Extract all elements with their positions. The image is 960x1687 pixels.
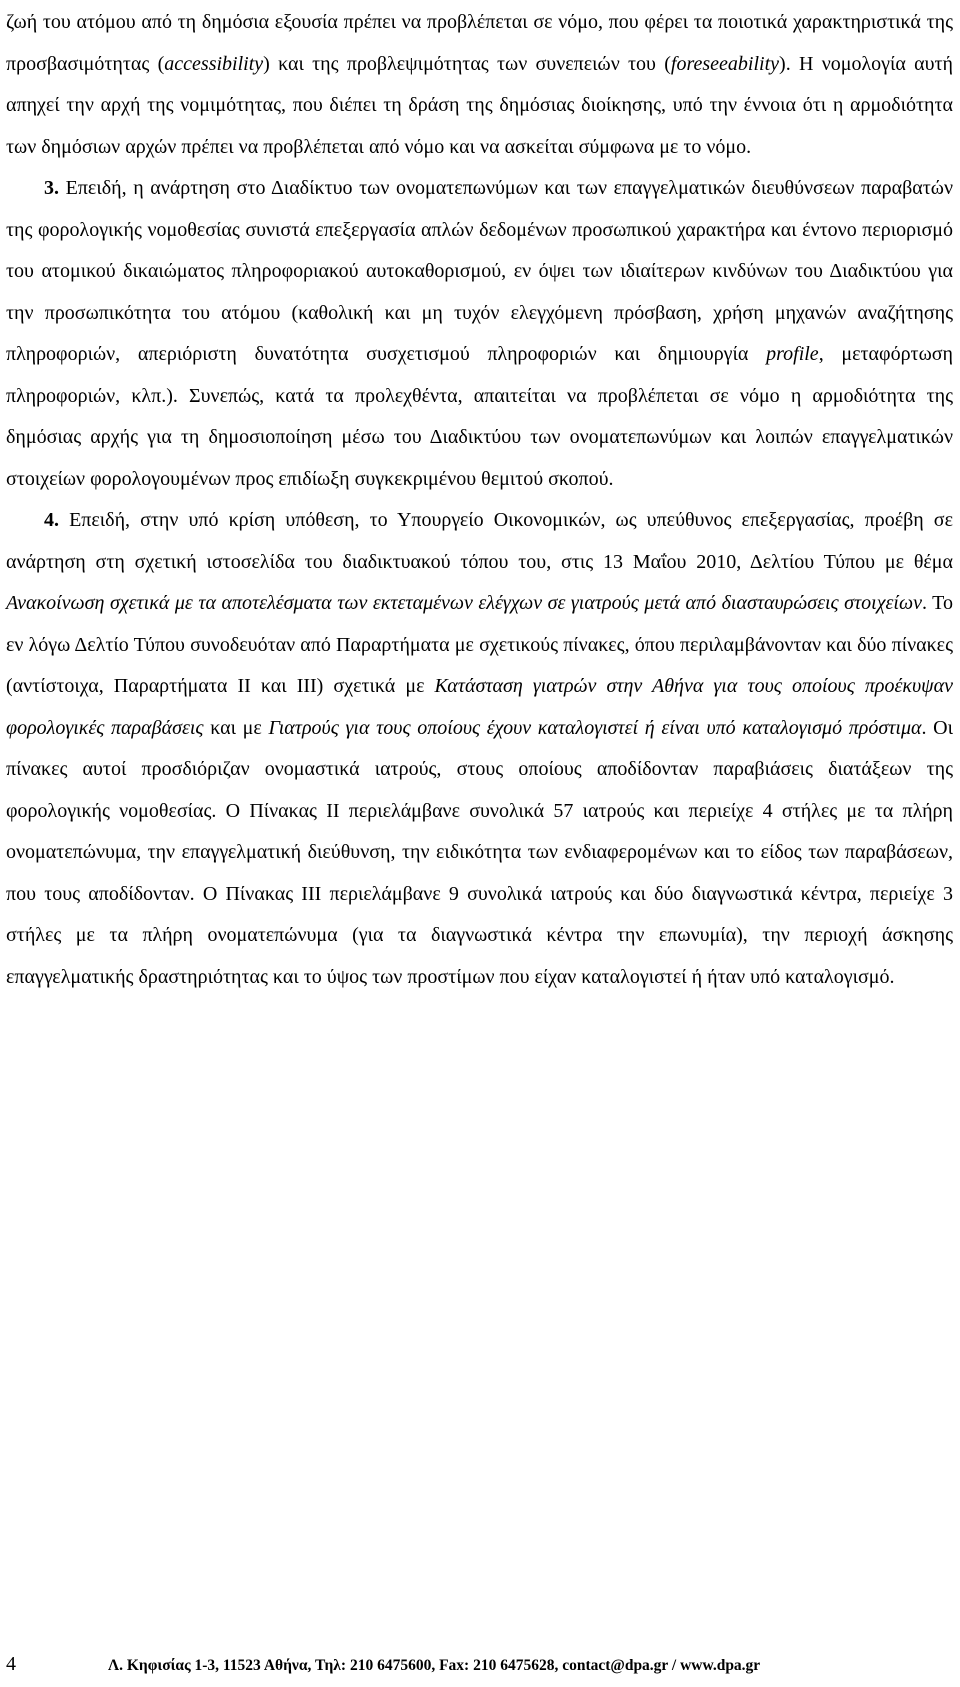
paragraph-continuation (6, 2, 953, 168)
text-run: . Οι πίνακες αυτοί προσδιόριζαν ονομαστικά ιατρούς, στους οποίους αποδίδονταν παραβιάσεις διατάξεων της φορολογικής νομοθεσίας. Ο Πίνακας ΙΙ περιελάμβανε συνολικά 57 ιατρούς και περιείχε 4 στήλες με τα πλήρη ονοματεπώνυμα, την επαγγελματική διεύθυνση, την ειδικότητα των ενδιαφερομένων και το είδος των παραβάσεων, που τους αποδίδονταν. Ο Πίνακας ΙΙΙ περιελάμβανε 9 συνολικά ιατρούς και δύο διαγνωστικά κέντρα, περιείχε 3 στήλες με τα πλήρη ονοματεπώνυμα (για τα διαγνωστικά κέντρα την επωνυμία), την περιοχή άσκησης επαγγελματικής δραστηριότητας και το ύψος των προστίμων που είχαν καταλογιστεί ή ήταν υπό καταλογισμό. (6, 716, 953, 988)
italic-term: profile (766, 343, 819, 365)
text-run: , μεταφόρτωση πληροφοριών, κλπ.). Συνεπώς, κατά τα προλεχθέντα, απαιτείται να προβλέπεται σε νόμο η αρμοδιότητα της δημόσιας αρχής για τη δημοσιοποίηση μέσω του Διαδικτύου των ονοματεπωνύμων και λοιπών επαγγελματικών στοιχείων φορολογουμένων προς επιδίωξη συγκεκριμένου θεμιτού σκοπού. (6, 343, 953, 490)
paragraph-3 (6, 168, 953, 500)
italic-title: Γιατρούς για τους οποίους έχουν καταλογιστεί ή είναι υπό καταλογισμό πρόστιμα (268, 716, 922, 739)
text-run: Επειδή, στην υπό κρίση υπόθεση, το Υπουργείο Οικονομικών, ως υπεύθυνος επεξεργασίας, προέβη σε ανάρτηση στη σχετική ιστοσελίδα του διαδικτυακού τόπου του, στις 13 Μαΐου 2010, Δελτίου Τύπου με θέμα (6, 509, 953, 573)
document-body (6, 2, 953, 998)
italic-term: accessibility (164, 52, 264, 75)
italic-term: foreseeability (670, 52, 780, 75)
paragraph-4 (6, 500, 953, 998)
paragraph-number: 3. (44, 177, 59, 199)
text-run: και με (203, 716, 269, 739)
text-run: ζωή του ατόμου από τη δημόσια εξουσία πρέπει να προβλέπεται σε νόμο, που φέρει τα ποιοτικά χαρακτηριστικά της προσβασιμότητας ( (6, 11, 953, 75)
italic-title: Κατάσταση γιατρών στην Αθήνα για τους οποίους προέκυψαν φορολογικές παραβάσεις (6, 675, 953, 739)
paragraph-number: 4. (44, 509, 59, 531)
footer-contact: Λ. Κηφισίας 1-3, 11523 Αθήνα, Τηλ: 210 6475600, Fax: 210 6475628, contact@dpa.gr / www.dpa.gr (108, 1657, 761, 1674)
page-number: 4 (6, 1653, 16, 1675)
text-run: ). Η νομολογία αυτή απηχεί την αρχή της νομιμότητας, που διέπει τη δράση της δημόσιας διοίκησης, υπό την έννοια ότι η αρμοδιότητα των δημόσιων αρχών πρέπει να προβλέπεται από νόμο και να ασκείται σύμφωνα με το νόμο. (6, 52, 954, 158)
page-footer (0, 1645, 960, 1687)
text-run: ) και της προβλεψιμότητας των συνεπειών του ( (263, 52, 671, 75)
text-run: . Το εν λόγω Δελτίο Τύπου συνοδευόταν από Παραρτήματα με σχετικούς πίνακες, όπου περιλαμβάνονταν και δύο πίνακες (αντίστοιχα, Παραρτήματα ΙΙ και ΙΙΙ) σχετικά με (6, 592, 954, 697)
italic-title: Ανακοίνωση σχετικά με τα αποτελέσματα των εκτεταμένων ελέγχων σε γιατρούς μετά από διασταυρώσεις στοιχείων (6, 592, 922, 614)
text-run: Επειδή, η ανάρτηση στο Διαδίκτυο των ονοματεπωνύμων και των επαγγελματικών διευθύνσεων παραβατών της φορολογικής νομοθεσίας συνιστά επεξεργασία απλών δεδομένων προσωπικού χαρακτήρα και έντονο περιορισμό του ατομικού δικαιώματος πληροφοριακού αυτοκαθορισμού, εν όψει των ιδιαίτερων κινδύνων του Διαδικτύου για την προσωπικότητα του ατόμου (καθολική και μη τυχόν ελεγχόμενη πρόσβαση, χρήση μηχανών αναζήτησης πληροφοριών, απεριόριστη δυνατότητα συσχετισμού πληροφοριών και δημιουργία (6, 177, 953, 365)
